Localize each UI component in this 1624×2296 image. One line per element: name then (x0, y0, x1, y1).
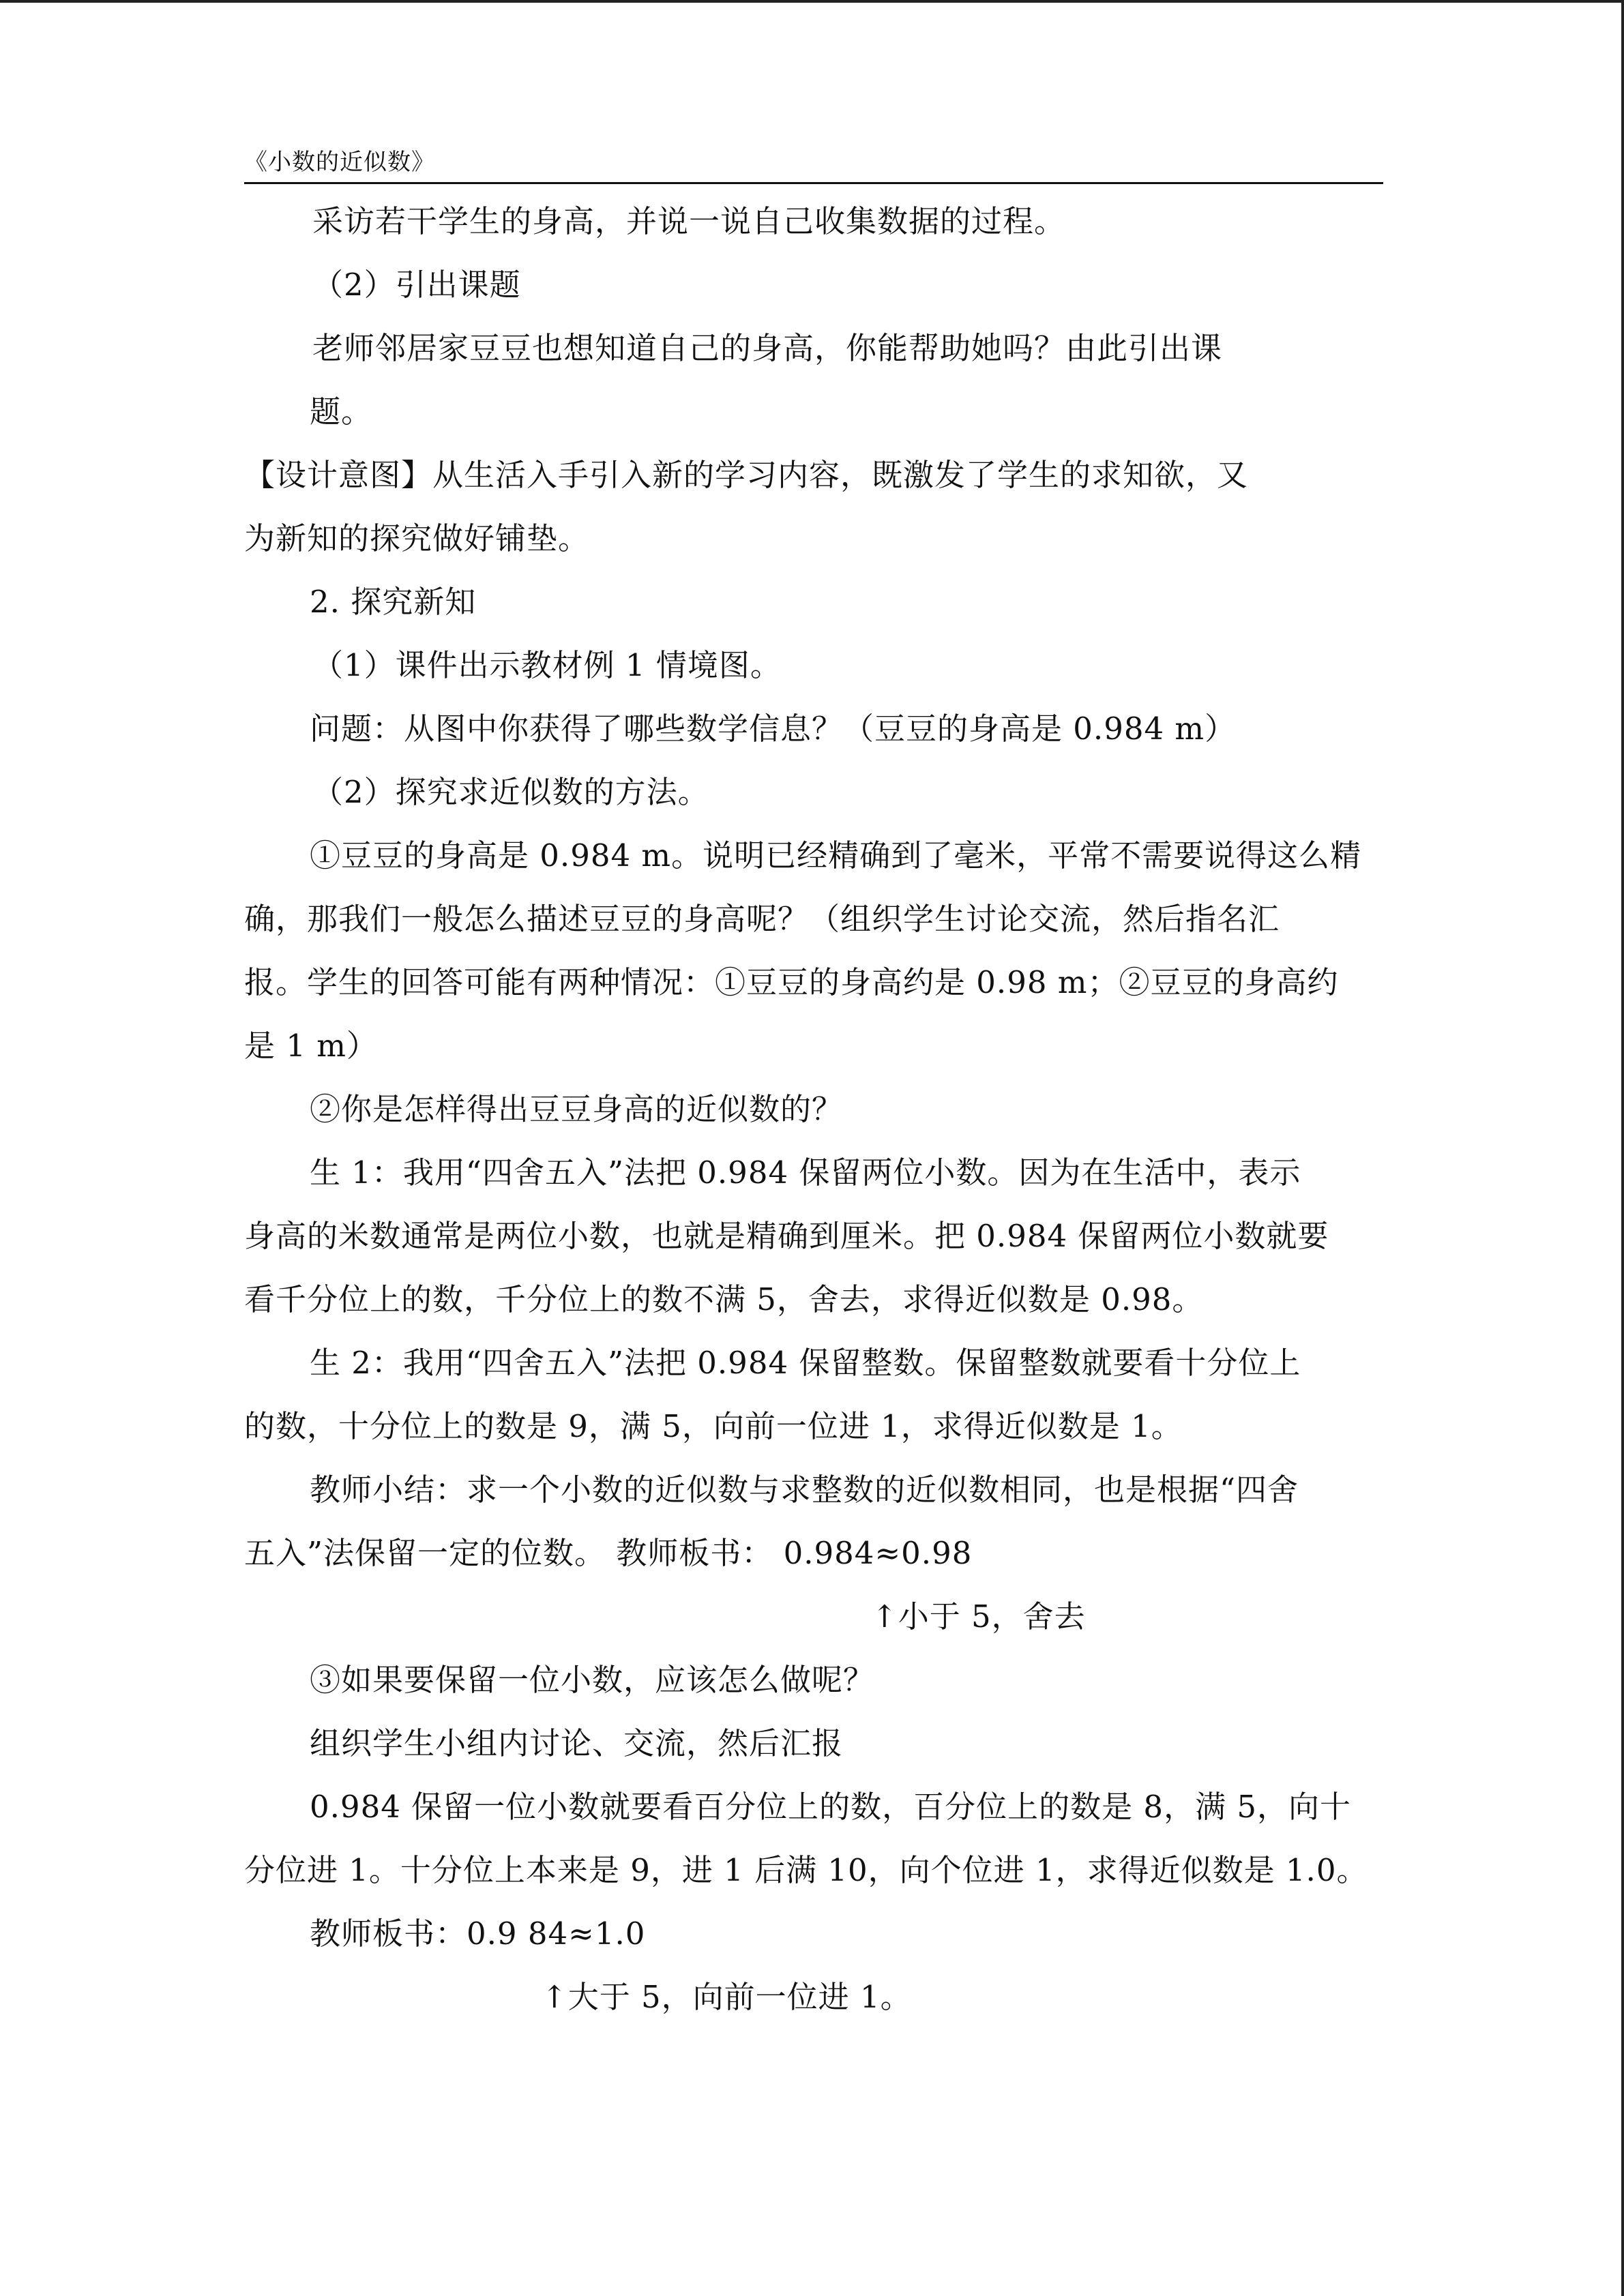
paragraph-line: 生 1：我用“四舍五入”法把 0.984 保留两位小数。因为在生活中，表示 (310, 1154, 1301, 1191)
paragraph-line: 生 2：我用“四舍五入”法把 0.984 保留整数。保留整数就要看十分位上 (310, 1345, 1301, 1381)
paragraph-line: ③如果要保留一位小数，应该怎么做呢？ (310, 1662, 875, 1698)
page-top-border (0, 0, 1624, 3)
paragraph-line: 确，那我们一般怎么描述豆豆的身高呢？（组织学生讨论交流，然后指名汇 (244, 901, 1280, 937)
section-heading: 2. 探究新知 (310, 584, 477, 620)
question-line: 问题：从图中你获得了哪些数学信息？（豆豆的身高是 0.984 m） (310, 711, 1237, 747)
subsection-heading: （2）引出课题 (312, 267, 521, 303)
paragraph-line: 教师小结：求一个小数的近似数与求整数的近似数相同，也是根据“四舍 (310, 1472, 1299, 1508)
design-intent-line: 【设计意图】从生活入手引入新的学习内容，既激发了学生的求知欲，又 (244, 457, 1249, 493)
board-annotation: ↑大于 5，向前一位进 1。 (542, 1979, 912, 2015)
design-intent-line: 为新知的探究做好铺垫。 (244, 520, 590, 556)
board-annotation: ↑小于 5，舍去 (872, 1598, 1086, 1635)
paragraph-line: 报。学生的回答可能有两种情况：①豆豆的身高约是 0.98 m；②豆豆的身高约 (244, 964, 1339, 1000)
paragraph-line: 采访若干学生的身高，并说一说自己收集数据的过程。 (312, 203, 1066, 239)
board-note-line: 五入”法保留一定的位数。 教师板书： 0.984≈0.98 (244, 1535, 973, 1571)
running-header (244, 140, 1383, 184)
paragraph-line: 身高的米数通常是两位小数，也就是精确到厘米。把 0.984 保留两位小数就要 (244, 1218, 1329, 1254)
paragraph-line: ②你是怎样得出豆豆身高的近似数的？ (310, 1091, 844, 1127)
board-note-line: 教师板书：0.9 84≈1.0 (310, 1915, 646, 1952)
paragraph-line: 0.984 保留一位小数就要看百分位上的数，百分位上的数是 8，满 5，向十 (310, 1789, 1352, 1825)
paragraph-line: 看千分位上的数，千分位上的数不满 5，舍去，求得近似数是 0.98。 (244, 1281, 1204, 1317)
paragraph-line: 分位进 1。十分位上本来是 9，进 1 后满 10，向个位进 1，求得近似数是 1.0。 (244, 1852, 1368, 1888)
subsection-heading: （2）探究求近似数的方法。 (312, 774, 709, 810)
running-header-title: 《小数的近似数》 (244, 149, 435, 176)
paragraph-line: 题。 (310, 393, 373, 430)
paragraph-line: 是 1 m） (244, 1028, 378, 1064)
paragraph-line: 的数，十分位上的数是 9，满 5，向前一位进 1，求得近似数是 1。 (244, 1408, 1183, 1444)
paragraph-line: ①豆豆的身高是 0.984 m。说明已经精确到了毫米，平常不需要说得这么精 (310, 837, 1362, 874)
page-right-border (1621, 0, 1624, 2296)
paragraph-line: 组织学生小组内讨论、交流，然后汇报 (310, 1725, 844, 1761)
paragraph-line: 老师邻居家豆豆也想知道自己的身高，你能帮助她吗？由此引出课 (312, 330, 1223, 366)
subsection-heading: （1）课件出示教材例 1 情境图。 (312, 647, 782, 683)
